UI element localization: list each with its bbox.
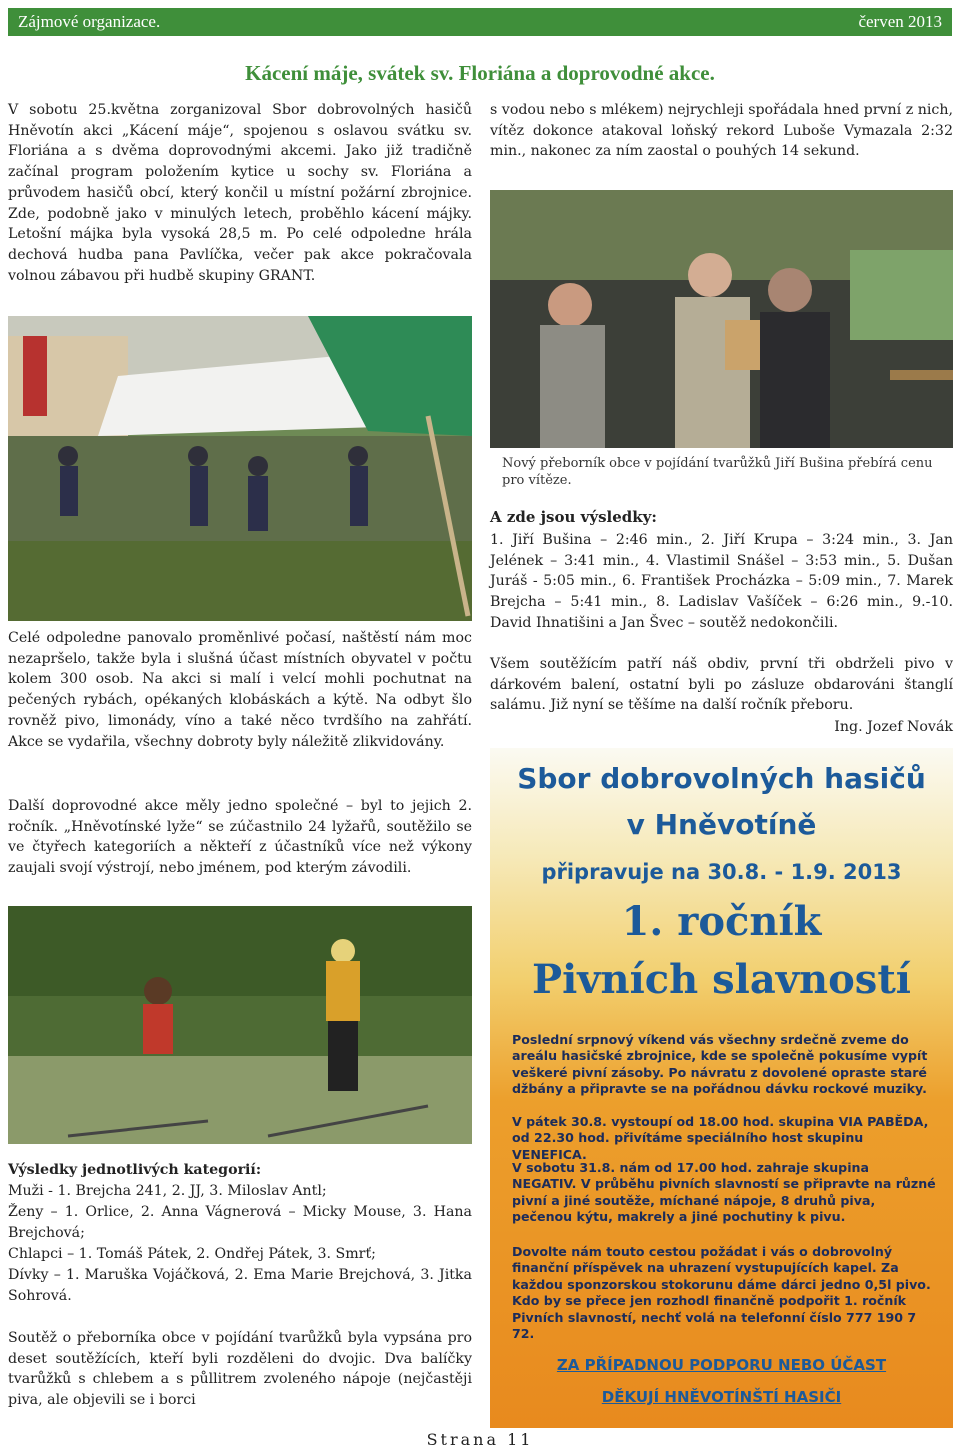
results-men: Muži - 1. Brejcha 241, 2. JJ, 3. Miloslav Antl; <box>8 1183 327 1199</box>
results-heading: Výsledky jednotlivých kategorií: <box>8 1162 262 1178</box>
photo-winner <box>490 190 953 448</box>
photo-caption: Nový přeborník obce v pojídání tvarůžků Jiří Bušina přebírá cenu pro vítěze. <box>502 456 933 488</box>
poster-friday: V pátek 30.8. vystoupí od 18.00 hod. skupina VIA PABĚDA, od 22.30 hod. přivítáme speciálního host skupinu VENEFICA. <box>512 1114 929 1162</box>
poster-footer-thanks: DĚKUJÍ HNĚVOTÍNŠTÍ HASIČI <box>601 1388 842 1406</box>
ski-paragraph: Další doprovodné akce měly jedno společné – byl to jejich 2. ročník. „Hněvotínské lyže“ se zúčastnilo 24 lyžařů, soutěžilo se ve čtyřech kategoriích a někteří z účastníků více než výkony zaujali svojí výstrojí, nebo jménem, pod kterým závodili. <box>8 798 472 877</box>
section-title: Zájmové organizace. <box>18 12 161 31</box>
contest-paragraph: Soutěž o přeborníka obce v pojídání tvarůžků byla vypsána pro deset soutěžících, kteří byli rozděleni do dvojic. Dva balíčky tvarůžků s chlebem a s půllitrem zvoleného nápoje (nejčastěji piva, ale objevili se i borci <box>8 1330 472 1409</box>
results-women: Ženy – 1. Orlice, 2. Anna Vágnerová – Micky Mouse, 3. Hana Brejchová; <box>8 1204 472 1241</box>
poster-village: v Hněvotíně <box>626 808 817 841</box>
issue-date: červen 2013 <box>858 12 942 31</box>
photo-firefighters <box>8 316 472 621</box>
poster-donation: Dovolte nám touto cestou požádat i vás o dobrovolný finanční příspěvek na uhrazení vystupujících kapel. Za každou sponzorskou stokorunu dáme dárci jedno 0,5l pivo. Kdo by se přece jen rozhodl finančně podpořit 1. ročník Pivních slavností, nechť volá na telefonní číslo 777 190 7 72. <box>512 1244 931 1342</box>
poster-footer-support: ZA PŘÍPADNOU PODPORU NEBO ÚČAST <box>556 1356 887 1374</box>
poster-org: Sbor dobrovolných hasičů <box>517 762 926 795</box>
page-number: Strana 11 <box>426 1430 534 1449</box>
poster-dates: připravuje na 30.8. - 1.9. 2013 <box>541 860 902 884</box>
beer-festival-poster <box>490 748 953 1428</box>
page-header-bar <box>8 8 952 36</box>
thanks-paragraph: Všem soutěžícím patří náš obdiv, první tři obdrželi pivo v dárkovém balení, ostatní byli po zásluze obdarováni štanglí salámu. Již nyní se těšíme na další ročník přeboru. <box>490 656 953 714</box>
photo-skiers <box>8 906 472 1144</box>
results-girls: Dívky – 1. Maruška Vojáčková, 2. Ema Marie Brejchová, 3. Jitka Sohrová. <box>8 1267 472 1304</box>
poster-invite: Poslední srpnový víkend vás všechny srdečně zveme do areálu hasičské zbrojnice, kde se společně pokusíme vypít veškeré pivní zásoby. Po návratu z dovolené opraste staré džbány a připravte se na pořádnou dávku rockové muziky. <box>512 1032 928 1097</box>
poster-edition: 1. ročník <box>621 898 822 945</box>
winners-heading: A zde jsou výsledky: <box>490 508 657 526</box>
winners-list: 1. Jiří Bušina – 2:46 min., 2. Jiří Krupa – 3:24 min., 3. Jan Jelének – 3:41 min., 4. Vlastimil Snášel – 3:53 min., 5. Dušan Juráš - 5:05 min., 6. František Procházka – 5:09 min., 7. Marek Brejcha – 5:41 min., 8. Ladislav Vašíček – 6:26 min., 9.-10. David Ihnatišini a Jan Švec – soutěž nedokončili. <box>490 532 953 631</box>
author-signature: Ing. Jozef Novák <box>834 719 953 735</box>
poster-saturday: V sobotu 31.8. nám od 17.00 hod. zahraje skupina NEGATIV. V průběhu pivních slavností se připravte na různé pivní a jiné soutěže, míchané nápoje, 8 druhů piva, pečenou kýtu, makrely a jiné pochutiny k pivu. <box>512 1160 936 1225</box>
article-title: Kácení máje, svátek sv. Floriána a doprovodné akce. <box>245 61 715 85</box>
intro-paragraph: V sobotu 25.května zorganizoval Sbor dobrovolných hasičů Hněvotín akci „Kácení máje“, spojenou s oslavou svátku sv. Floriána a s dvěma doprovodnými akcemi. Jako již tradičně začínal program položením kytice u sochy sv. Floriána a průvodem hasičů obcí, který končil u místní požární zbrojnice. Zde, podobně jako v minulých letech, proběhlo kácení májky. Letošní májka byla vysoká 28,5 m. Po celé odpoledne hrála dechová hudba pana Pavlíčka, večer pak akce pokračovala volnou zábavou při hudbě skupiny GRANT. <box>8 102 472 284</box>
poster-event-name: Pivních slavností <box>532 956 911 1003</box>
results-boys: Chlapci – 1. Tomáš Pátek, 2. Ondřej Pátek, 3. Smrť; <box>8 1246 376 1262</box>
weather-paragraph: Celé odpoledne panovalo proměnlivé počasí, naštěstí nám moc nezapršelo, takže byla i slušná účast místních obyvatel v počtu kolem 300 osob. Na akci si malí i velcí mohli pochutnat na pečených rybách, opékaných klobáskách a kýtě. Na odbyt šlo rovněž pivo, limonády, víno a také něco tvrdšího na zahřátí. Akce se vydařila, všechny dobroty byly náležitě zlikvidovány. <box>8 630 472 750</box>
contest-continued: s vodou nebo s mlékem) nejrychleji spořádala hned první z nich, vítěz dokonce atakoval loňský rekord Luboše Vymazala 2:32 min., nakonec za ním zaostal o pouhých 14 sekund. <box>490 102 953 160</box>
